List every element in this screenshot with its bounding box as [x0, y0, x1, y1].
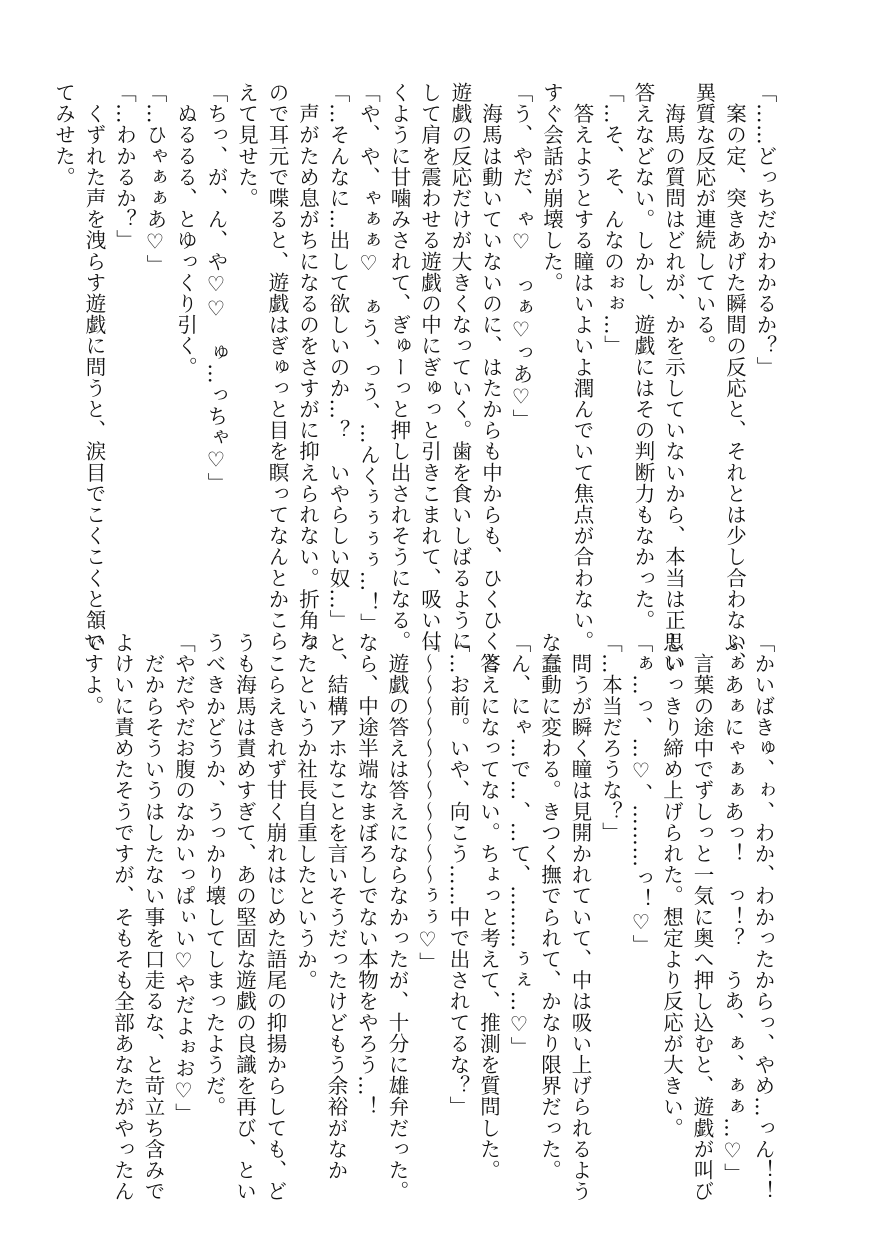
- text-line: くずれた声を洩らす遊戯に問うと、涙目でこくこくと頷い: [82, 82, 106, 652]
- text-line: 「や、や、ゃぁぁ♡ ぁう、っう、…んくぅぅぅぅ…！」: [356, 82, 381, 635]
- text-line: ふぁあぁにゃぁぁあっ！ っ！？ うあ、ぁ、ぁぁ…♡」: [720, 632, 745, 1185]
- text-line: 声がため息がちになるのをさすがに抑えられない。折角な: [295, 82, 320, 652]
- text-line: 遊戯の反応だけが大きくなっていく。歯を食いしばるように: [448, 82, 472, 652]
- text-line: ぬるるる、とゆっくり引く。: [173, 82, 198, 378]
- text-line: 海馬の質問はどれが、かを示していないから、本当は正しい: [661, 82, 686, 673]
- text-line: えて見せた。: [234, 82, 259, 209]
- text-line: うべきかどうか、うっかり壊してしまったようだ。: [202, 632, 226, 1118]
- text-line: 言葉の途中でずしっと一気に奥へ押し込むと、遊戯が叫び: [690, 632, 714, 1202]
- text-line: 案の定、突きあげた瞬間の反応と、それとは少し合わない、: [722, 82, 747, 673]
- text-line: 答えようとする瞳はいよいよ潤んでいて焦点が合わない。: [570, 82, 594, 652]
- text-line: ですよ。: [80, 632, 104, 717]
- text-line: ので耳元で喋ると、遊戯はぎゅっと目を瞑ってなんとかこら: [265, 82, 289, 652]
- text-line: よけいに責めたそうですが、そもそも全部あなたがやったん: [110, 632, 135, 1202]
- text-line: 「ちっ、が、ん、や♡♡ ゅ…っちゃ♡」: [204, 82, 228, 494]
- text-line: 「かいばきゅ、ゎ、わか、わかったからっ、やめ…っん！！: [751, 632, 775, 1202]
- text-line: 「…そんなに…出して欲しいのか…？ いやらしい奴…」: [326, 82, 350, 631]
- text-line: 「……どっちだかわかるか？」: [753, 82, 777, 378]
- text-line: 「やだやだお腹のなかいっぱぃい♡やだよぉお♡」: [171, 632, 196, 1125]
- text-line: すぐ会話が崩壊した。: [539, 82, 564, 293]
- text-line: 海馬は動いていないのに、はたからも中からも、ひくひくと: [478, 82, 503, 673]
- text-line: 遊戯の答えは答えにならなかったが、十分に雄弁だった。: [385, 632, 409, 1202]
- text-line: 「…そ、そ、んなのぉぉ…」: [600, 82, 625, 357]
- text-line: 「…ひゃぁぁあ♡」: [143, 82, 167, 276]
- text-line: な蠢動に変わる。きつく撫でられて、かなり限界だった。: [537, 632, 562, 1181]
- text-line: 「ぁ…っ、…♡、………っ！♡」: [629, 632, 653, 956]
- text-line: と、結構アホなことを言いそうだったけどもう余裕がなか: [324, 632, 348, 1181]
- text-line: 答えになってない。ちょっと考えて、推測を質問した。: [476, 632, 501, 1181]
- text-line: 「…お前。いや、向こう……中で出されてるな？」: [446, 632, 470, 1118]
- text-line: ったというか社長自重したというか。: [293, 632, 318, 991]
- text-line: 思いっきり締め上げられた。想定より反応が大きい。: [659, 632, 684, 1139]
- text-line: 答えなどない。しかし、遊戯にはその判断力もなかった。: [631, 82, 655, 631]
- text-line: なら、中途半端なまぼろしでない本物をやろう…！: [354, 632, 379, 1118]
- text-line: して肩を震わせる遊戯の中にぎゅっと引きこまれて、吸い付: [417, 82, 442, 652]
- text-line: 「…本当だろうな？」: [598, 632, 623, 843]
- text-line: 問うが瞬く瞳は見開かれていて、中は吸い上げられるよう: [568, 632, 592, 1202]
- text-line: 異質な反応が連続している。: [692, 82, 716, 357]
- text-line: だからそういうはしたない事を口走るな、と苛立ち含みで: [141, 632, 165, 1202]
- text-line: 「う、やだ、ゃ♡ っぁ♡っあ♡」: [509, 82, 533, 431]
- text-line: 「…わかるか？」: [112, 82, 137, 251]
- text-line: うも海馬は責めすぎて、あの堅固な遊戯の良識を再び、とい: [232, 632, 257, 1202]
- text-line: 「〜〜〜〜〜〜〜〜〜〜〜ぅぅ♡」: [415, 632, 440, 974]
- text-line: てみせた。: [51, 82, 76, 188]
- text-line: 「ん、にゃ…で…、…て、………ぅぇ…♡」: [507, 632, 531, 1058]
- upper-text-block: [48, 82, 780, 673]
- text-line: くように甘噛みされて、ぎゅーっと押し出されそうになる。: [387, 82, 411, 652]
- lower-text-block: [77, 632, 779, 1202]
- text-line: こらえきれず甘く崩れはじめた語尾の抑揚からしても、ど: [263, 632, 287, 1202]
